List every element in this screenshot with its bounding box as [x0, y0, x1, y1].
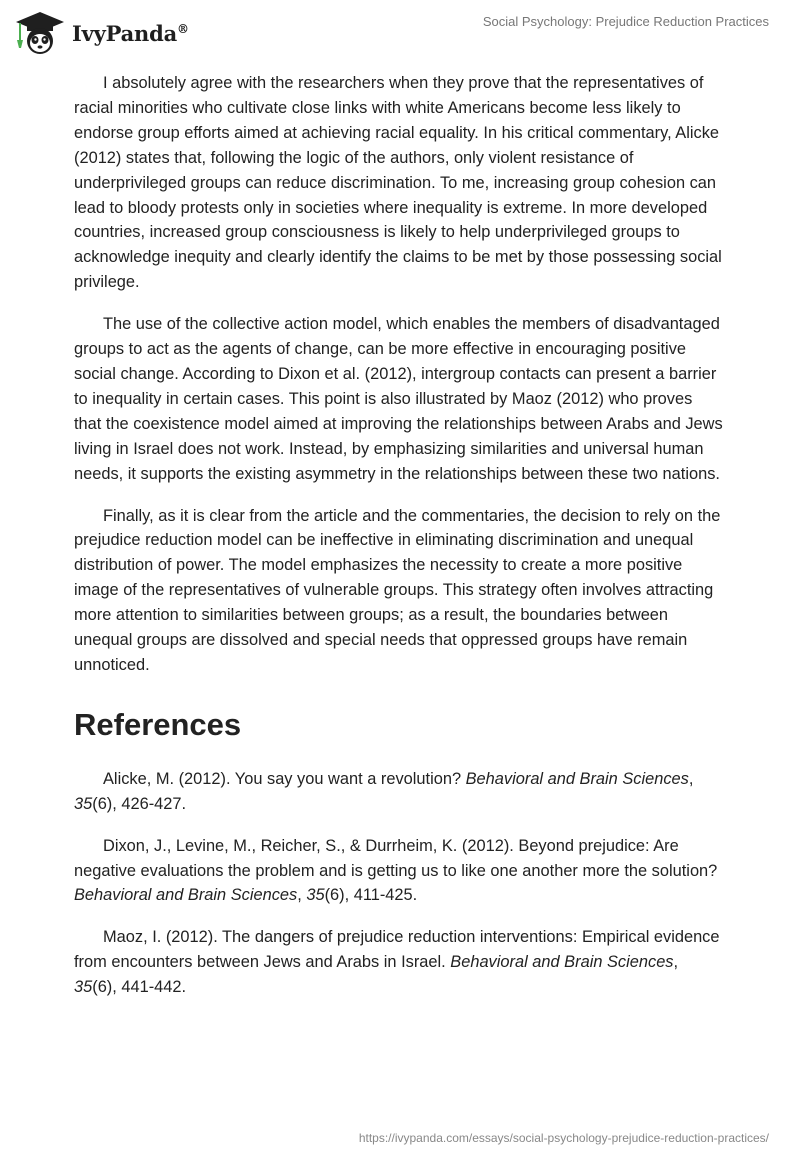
reference-item: Dixon, J., Levine, M., Reicher, S., & Durrheim, K. (2012). Beyond prejudice: Are negative evaluations the problem and is getting us to like one another more the solution? Behavioral and Brain Sciences, 35(6), 411-425. [74, 836, 718, 905]
brand-logo[interactable] [14, 10, 189, 56]
paragraph-3: Finally, as it is clear from the article and the commentaries, the decision to rely on the prejudice reduction model can be ineffective in eliminating discrimination and unequal distribution of power. The model emphasizes the necessity to create a more positive image of the representatives of vulnerable groups. This strategy often involves attracting more attention to similarities between groups; as a result, the boundaries between unequal groups are dissolved and special needs that oppressed groups have remain unnoticed. [74, 506, 721, 674]
source-url-link[interactable]: https://ivypanda.com/essays/social-psychology-prejudice-reduction-practices/ [358, 1131, 769, 1145]
reference-item: Alicke, M. (2012). You say you want a revolution? Behavioral and Brain Sciences, 35(6), 426-427. [74, 769, 694, 813]
document-title: Social Psychology: Prejudice Reduction Practices [482, 14, 769, 29]
essay-content [74, 71, 724, 1017]
brand-name: IvyPanda® [72, 20, 189, 46]
page-header [0, 0, 800, 64]
references-heading: References [74, 706, 242, 742]
paragraph-2: The use of the collective action model, which enables the members of disadvantaged groups to act as the agents of change, can be more effective in encouraging positive social change. According to Dixon et al. (2012), intergroup contacts can present a barrier to inequality in certain cases. This point is also illustrated by Maoz (2012) who proves that the coexistence model aimed at improving the relationships between Arabs and Jews living in Israel does not work. Instead, by emphasizing similarities and universal human needs, it supports the existing asymmetry in the relationships between these two nations. [74, 315, 723, 483]
panda-graduate-icon [14, 10, 66, 56]
reference-item: Maoz, I. (2012). The dangers of prejudice reduction interventions: Empirical evidence from encounters between Jews and Arabs in Israel. Behavioral and Brain Sciences, 35(6), 441-442. [74, 928, 720, 997]
paragraph-1: I absolutely agree with the researchers when they prove that the representatives of racial minorities who cultivate close links with white Americans become less likely to endorse group efforts aimed at achieving racial equality. In his critical commentary, Alicke (2012) states that, following the logic of the authors, only violent resistance of underprivileged groups can reduce discrimination. To me, increasing group cohesion can lead to bloody protests only in societies where inequality is extreme. In more developed countries, increased group consciousness is likely to help underprivileged groups to acknowledge inequity and clearly identify the claims to be met by those possessing social privilege. [74, 74, 722, 292]
